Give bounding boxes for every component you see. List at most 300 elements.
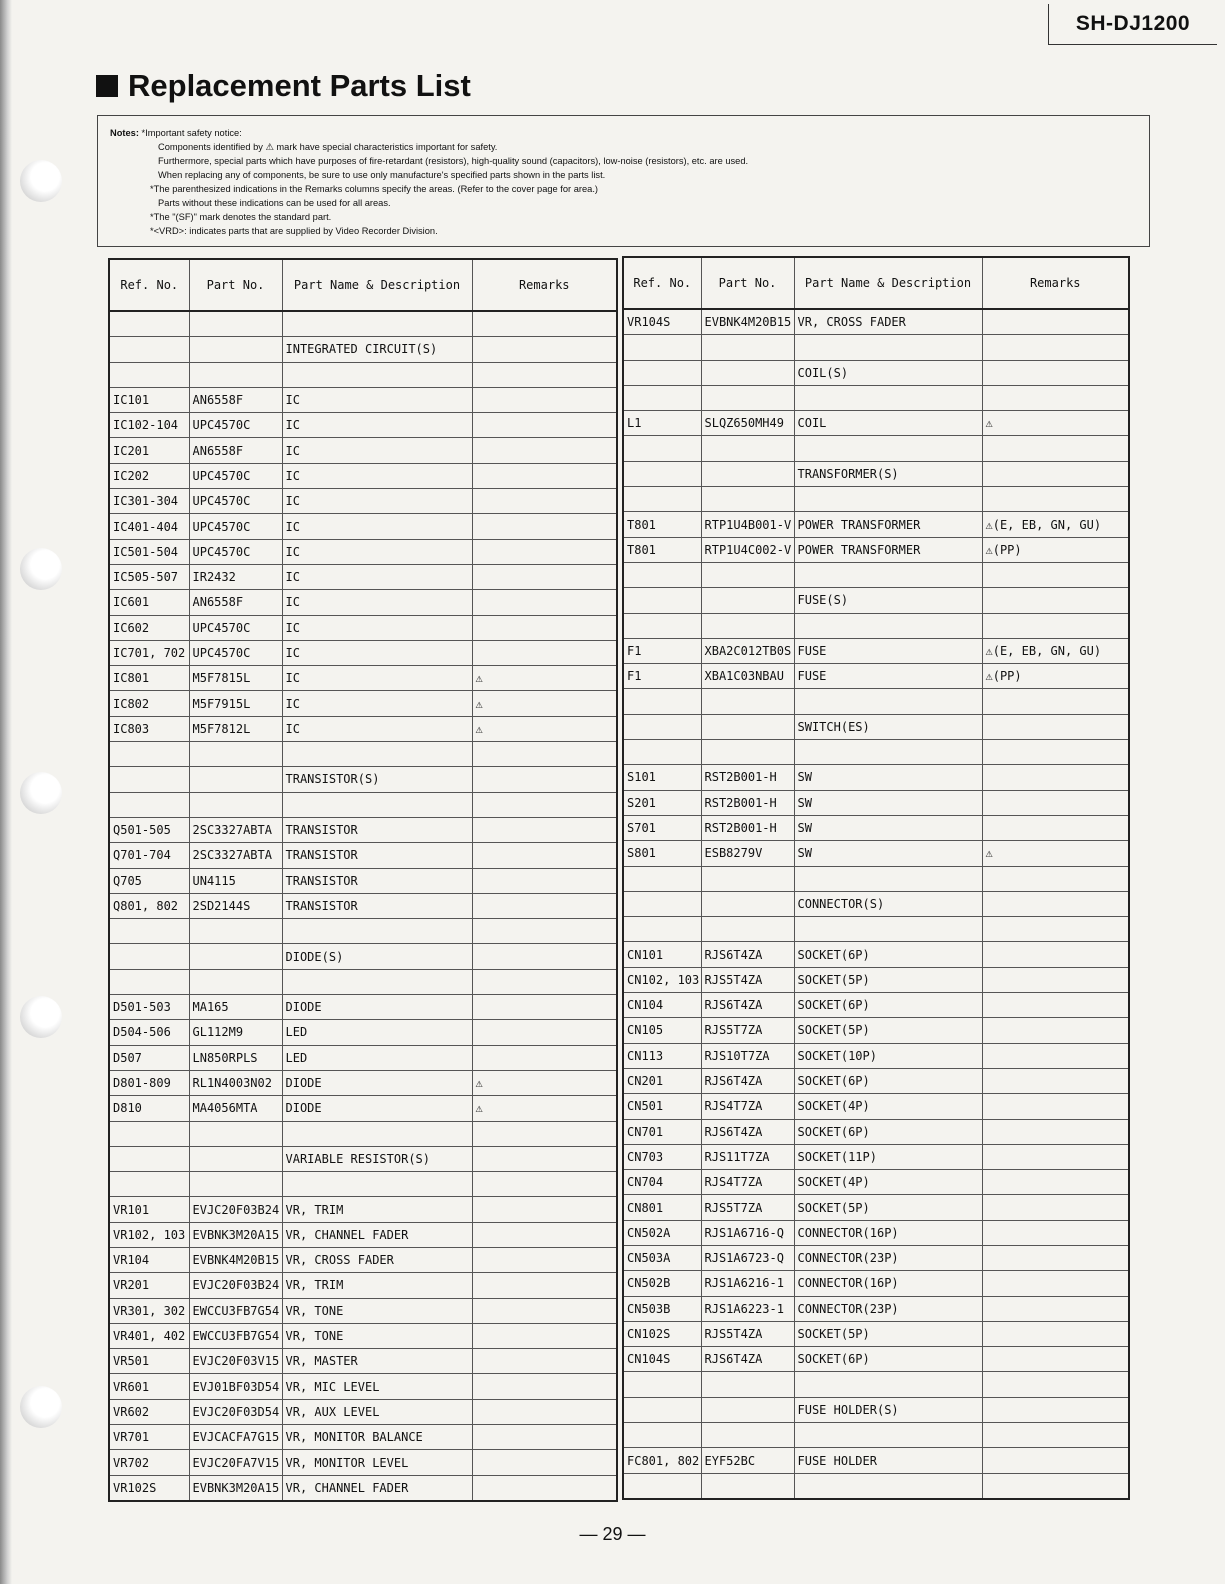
table-row: [623, 613, 1129, 638]
cell-ref-no: IC505-507: [109, 564, 189, 589]
cell-part-no: RJS1A6716-Q: [701, 1220, 794, 1245]
cell-ref-no: IC803: [109, 716, 189, 741]
cell-remarks: [982, 714, 1129, 739]
cell-remarks: [982, 1119, 1129, 1144]
cell-remarks: [982, 1347, 1129, 1372]
table-row: [623, 1473, 1129, 1499]
table-row: [109, 1096, 617, 1121]
cell-remarks: [472, 337, 617, 362]
cell-remarks: [472, 1222, 617, 1247]
notes-box: [97, 115, 1150, 247]
cell-ref-no: [109, 767, 189, 792]
cell-ref-no: IC601: [109, 590, 189, 615]
cell-part-no: [701, 891, 794, 916]
cell-part-no: RJS11T7ZA: [701, 1144, 794, 1169]
cell-description: CONNECTOR(23P): [794, 1296, 982, 1321]
cell-ref-no: CN502A: [623, 1220, 701, 1245]
table-row: [623, 1423, 1129, 1448]
cell-description: [282, 1121, 472, 1146]
table-row: [109, 514, 617, 539]
table-row: [623, 335, 1129, 360]
cell-part-no: EVBNK4M20B15: [189, 1247, 282, 1272]
cell-ref-no: VR101: [109, 1197, 189, 1222]
cell-part-no: RJS6T4ZA: [701, 1119, 794, 1144]
cell-remarks: [472, 514, 617, 539]
cell-ref-no: [623, 1397, 701, 1422]
cell-ref-no: [109, 337, 189, 362]
cell-part-no: [701, 487, 794, 512]
cell-ref-no: S701: [623, 815, 701, 840]
header-remarks: Remarks: [472, 259, 617, 311]
table-row: [109, 919, 617, 944]
cell-description: [794, 866, 982, 891]
cell-part-no: [701, 1423, 794, 1448]
table-row: [109, 792, 617, 817]
cell-description: VR, MONITOR LEVEL: [282, 1450, 472, 1475]
parts-table-left: [108, 258, 618, 1502]
cell-remarks: [472, 1045, 617, 1070]
cell-part-no: [701, 740, 794, 765]
cell-ref-no: Q501-505: [109, 817, 189, 842]
cell-part-no: EVJC20F03B24: [189, 1197, 282, 1222]
cell-remarks: [982, 1372, 1129, 1397]
header-ref-no: Ref. No.: [109, 259, 189, 311]
table-row: [109, 1298, 617, 1323]
page-title: [96, 68, 471, 104]
cell-ref-no: VR102, 103: [109, 1222, 189, 1247]
page-number: — 29 —: [579, 1524, 646, 1544]
cell-remarks: ⚠: [472, 691, 617, 716]
cell-ref-no: [623, 891, 701, 916]
table-row: [109, 564, 617, 589]
cell-ref-no: IC102-104: [109, 413, 189, 438]
cell-description: [794, 1423, 982, 1448]
table-row: [623, 1397, 1129, 1422]
cell-remarks: [982, 1296, 1129, 1321]
cell-description: VR, TONE: [282, 1298, 472, 1323]
cell-description: SOCKET(5P): [794, 967, 982, 992]
cell-part-no: RTP1U4B001-V: [701, 512, 794, 537]
cell-part-no: EVJC20F03B24: [189, 1273, 282, 1298]
cell-part-no: RTP1U4C002-V: [701, 537, 794, 562]
cell-ref-no: VR601: [109, 1374, 189, 1399]
cell-part-no: [189, 792, 282, 817]
cell-description: SOCKET(5P): [794, 1195, 982, 1220]
table-row: [109, 716, 617, 741]
cell-part-no: [701, 588, 794, 613]
cell-part-no: EVJC20F03V15: [189, 1349, 282, 1374]
cell-part-no: MA165: [189, 995, 282, 1020]
cell-remarks: [982, 613, 1129, 638]
header-description: Part Name & Description: [794, 257, 982, 309]
table-row: [623, 841, 1129, 866]
cell-description: IC: [282, 640, 472, 665]
table-row: [109, 489, 617, 514]
cell-part-no: [189, 969, 282, 994]
table-row: [109, 1020, 617, 1045]
table-row: [623, 1068, 1129, 1093]
cell-ref-no: VR102S: [109, 1475, 189, 1501]
table-row: [623, 1372, 1129, 1397]
cell-part-no: EVJC20FA7V15: [189, 1450, 282, 1475]
cell-description: [794, 562, 982, 587]
table-row: [109, 969, 617, 994]
table-row: [109, 1450, 617, 1475]
cell-description: [282, 362, 472, 387]
cell-description: TRANSISTOR: [282, 868, 472, 893]
cell-ref-no: [623, 436, 701, 461]
cell-description: VR, AUX LEVEL: [282, 1399, 472, 1424]
cell-ref-no: [109, 1121, 189, 1146]
header-remarks: Remarks: [982, 257, 1129, 309]
cell-description: SOCKET(11P): [794, 1144, 982, 1169]
notes-line: Components identified by ⚠ mark have special characteristics important for safety.: [158, 142, 498, 152]
cell-remarks: [472, 969, 617, 994]
table-row: [623, 385, 1129, 410]
table-row: [109, 311, 617, 337]
cell-ref-no: [623, 562, 701, 587]
cell-ref-no: IC701, 702: [109, 640, 189, 665]
cell-part-no: RJS5T4ZA: [701, 1321, 794, 1346]
cell-part-no: AN6558F: [189, 590, 282, 615]
cell-remarks: [982, 740, 1129, 765]
table-row: [623, 638, 1129, 663]
table-row: [109, 767, 617, 792]
cell-remarks: ⚠(E, EB, GN, GU): [982, 638, 1129, 663]
cell-description: VARIABLE RESISTOR(S): [282, 1146, 472, 1171]
cell-part-no: RST2B001-H: [701, 765, 794, 790]
table-row: [623, 815, 1129, 840]
cell-description: SOCKET(4P): [794, 1170, 982, 1195]
cell-description: SOCKET(6P): [794, 942, 982, 967]
table-row: [109, 843, 617, 868]
cell-description: DIODE: [282, 1096, 472, 1121]
cell-remarks: [982, 562, 1129, 587]
cell-description: IC: [282, 413, 472, 438]
cell-part-no: UPC4570C: [189, 514, 282, 539]
cell-description: VR, CROSS FADER: [282, 1247, 472, 1272]
cell-ref-no: CN503A: [623, 1245, 701, 1270]
cell-part-no: [189, 742, 282, 767]
cell-part-no: [701, 335, 794, 360]
cell-ref-no: [623, 917, 701, 942]
cell-remarks: ⚠: [982, 411, 1129, 436]
table-row: [109, 1197, 617, 1222]
table-row: [623, 790, 1129, 815]
cell-ref-no: [109, 919, 189, 944]
cell-remarks: [472, 1425, 617, 1450]
cell-remarks: [472, 1374, 617, 1399]
cell-part-no: EVBNK3M20A15: [189, 1222, 282, 1247]
cell-ref-no: D507: [109, 1045, 189, 1070]
cell-ref-no: IC301-304: [109, 489, 189, 514]
table-row: [623, 1170, 1129, 1195]
notes-line: Furthermore, special parts which have purposes of fire-retardant (resistors), high-quality sound (capacitors), low-noise (resistors), etc. are used.: [158, 156, 749, 166]
cell-remarks: [982, 1271, 1129, 1296]
cell-part-no: [701, 562, 794, 587]
cell-remarks: [472, 817, 617, 842]
cell-part-no: MA4056MTA: [189, 1096, 282, 1121]
table-row: [109, 1374, 617, 1399]
cell-remarks: [982, 1018, 1129, 1043]
cell-description: [794, 917, 982, 942]
table-row: [109, 1399, 617, 1424]
cell-part-no: 2SC3327ABTA: [189, 843, 282, 868]
cell-description: COIL(S): [794, 360, 982, 385]
cell-description: FUSE: [794, 638, 982, 663]
cell-part-no: [701, 1473, 794, 1499]
cell-remarks: [982, 335, 1129, 360]
cell-part-no: IR2432: [189, 564, 282, 589]
cell-description: [794, 385, 982, 410]
cell-ref-no: S201: [623, 790, 701, 815]
cell-part-no: ESB8279V: [701, 841, 794, 866]
cell-ref-no: VR401, 402: [109, 1323, 189, 1348]
cell-description: IC: [282, 716, 472, 741]
table-row: [109, 1070, 617, 1095]
cell-part-no: [189, 1121, 282, 1146]
cell-part-no: RJS1A6216-1: [701, 1271, 794, 1296]
table-row: [623, 866, 1129, 891]
page-title-text: Replacement Parts List: [128, 68, 471, 103]
table-row: [623, 1195, 1129, 1220]
cell-remarks: ⚠: [472, 666, 617, 691]
cell-ref-no: F1: [623, 638, 701, 663]
cell-part-no: EWCCU3FB7G54: [189, 1323, 282, 1348]
cell-description: POWER TRANSFORMER: [794, 512, 982, 537]
table-row: [623, 1094, 1129, 1119]
header-part-no: Part No.: [701, 257, 794, 309]
cell-description: [282, 969, 472, 994]
cell-remarks: [982, 309, 1129, 335]
cell-description: DIODE(S): [282, 944, 472, 969]
title-bullet: [96, 75, 118, 97]
cell-remarks: [472, 893, 617, 918]
cell-remarks: [982, 1321, 1129, 1346]
cell-description: VR, CROSS FADER: [794, 309, 982, 335]
cell-part-no: [701, 385, 794, 410]
cell-description: CONNECTOR(23P): [794, 1245, 982, 1270]
cell-description: IC: [282, 615, 472, 640]
cell-ref-no: IC202: [109, 463, 189, 488]
cell-part-no: UPC4570C: [189, 413, 282, 438]
table-row: [109, 1146, 617, 1171]
table-row: [109, 1273, 617, 1298]
header-description: Part Name & Description: [282, 259, 472, 311]
cell-description: INTEGRATED CIRCUIT(S): [282, 337, 472, 362]
cell-remarks: [472, 742, 617, 767]
cell-remarks: [472, 1121, 617, 1146]
cell-ref-no: CN105: [623, 1018, 701, 1043]
cell-description: SOCKET(6P): [794, 1119, 982, 1144]
table-row: [623, 411, 1129, 436]
cell-part-no: GL112M9: [189, 1020, 282, 1045]
table-row: [623, 1296, 1129, 1321]
cell-part-no: RJS5T7ZA: [701, 1195, 794, 1220]
cell-part-no: 2SC3327ABTA: [189, 817, 282, 842]
cell-remarks: [982, 917, 1129, 942]
table-row: [109, 539, 617, 564]
cell-ref-no: IC602: [109, 615, 189, 640]
cell-remarks: [472, 413, 617, 438]
cell-part-no: RST2B001-H: [701, 815, 794, 840]
table-row: [623, 1144, 1129, 1169]
cell-remarks: [982, 815, 1129, 840]
table-row: [623, 1321, 1129, 1346]
cell-remarks: [982, 1448, 1129, 1473]
cell-description: CONNECTOR(16P): [794, 1220, 982, 1245]
cell-ref-no: CN502B: [623, 1271, 701, 1296]
binder-edge: [0, 0, 12, 1584]
cell-description: VR, CHANNEL FADER: [282, 1222, 472, 1247]
table-row: [623, 1271, 1129, 1296]
table-row: [623, 588, 1129, 613]
cell-part-no: [189, 311, 282, 337]
cell-part-no: UPC4570C: [189, 489, 282, 514]
cell-ref-no: VR702: [109, 1450, 189, 1475]
cell-ref-no: [623, 740, 701, 765]
cell-ref-no: IC802: [109, 691, 189, 716]
cell-ref-no: Q705: [109, 868, 189, 893]
cell-ref-no: CN101: [623, 942, 701, 967]
table-row: [623, 436, 1129, 461]
cell-description: IC: [282, 489, 472, 514]
cell-remarks: [982, 385, 1129, 410]
notes-line: *Important safety notice:: [141, 128, 242, 138]
cell-remarks: [982, 689, 1129, 714]
cell-ref-no: CN801: [623, 1195, 701, 1220]
cell-description: SW: [794, 765, 982, 790]
cell-remarks: [472, 311, 617, 337]
cell-ref-no: [109, 362, 189, 387]
table-row: [623, 461, 1129, 486]
table-row: [109, 1247, 617, 1272]
cell-part-no: 2SD2144S: [189, 893, 282, 918]
cell-part-no: RJS5T7ZA: [701, 1018, 794, 1043]
cell-ref-no: [623, 689, 701, 714]
cell-part-no: RJS6T4ZA: [701, 1068, 794, 1093]
table-row: [109, 590, 617, 615]
cell-remarks: [982, 1423, 1129, 1448]
cell-description: VR, MONITOR BALANCE: [282, 1425, 472, 1450]
table-row: [623, 1220, 1129, 1245]
header-part-no: Part No.: [189, 259, 282, 311]
punch-hole: [20, 772, 62, 814]
cell-remarks: [472, 767, 617, 792]
cell-ref-no: CN701: [623, 1119, 701, 1144]
table-row: [109, 868, 617, 893]
table-row: [623, 740, 1129, 765]
cell-remarks: [472, 868, 617, 893]
table-row: [109, 1425, 617, 1450]
cell-part-no: RJS6T4ZA: [701, 993, 794, 1018]
cell-remarks: [472, 463, 617, 488]
table-row: [109, 640, 617, 665]
cell-remarks: [472, 590, 617, 615]
cell-ref-no: IC201: [109, 438, 189, 463]
cell-ref-no: CN704: [623, 1170, 701, 1195]
punch-hole: [20, 996, 62, 1038]
cell-description: SOCKET(6P): [794, 1347, 982, 1372]
cell-description: IC: [282, 387, 472, 412]
table-row: [623, 512, 1129, 537]
cell-description: LED: [282, 1020, 472, 1045]
cell-description: SOCKET(5P): [794, 1018, 982, 1043]
cell-remarks: [472, 489, 617, 514]
cell-part-no: RJS4T7ZA: [701, 1094, 794, 1119]
punch-hole: [20, 160, 62, 202]
cell-ref-no: VR104: [109, 1247, 189, 1272]
cell-ref-no: CN503B: [623, 1296, 701, 1321]
cell-ref-no: [623, 714, 701, 739]
cell-description: VR, TONE: [282, 1323, 472, 1348]
cell-description: IC: [282, 514, 472, 539]
cell-description: IC: [282, 691, 472, 716]
cell-ref-no: [623, 385, 701, 410]
cell-description: FUSE HOLDER: [794, 1448, 982, 1473]
cell-ref-no: [109, 792, 189, 817]
cell-description: [794, 335, 982, 360]
cell-ref-no: [623, 1372, 701, 1397]
cell-ref-no: T801: [623, 512, 701, 537]
cell-remarks: ⚠(E, EB, GN, GU): [982, 512, 1129, 537]
cell-part-no: UPC4570C: [189, 640, 282, 665]
cell-part-no: [701, 613, 794, 638]
table-row: [623, 1347, 1129, 1372]
table-row: [623, 309, 1129, 335]
cell-ref-no: [109, 1172, 189, 1197]
cell-part-no: EVJC20F03D54: [189, 1399, 282, 1424]
cell-description: [282, 311, 472, 337]
cell-ref-no: VR501: [109, 1349, 189, 1374]
cell-description: [794, 487, 982, 512]
cell-part-no: [189, 1146, 282, 1171]
table-row: [623, 917, 1129, 942]
cell-remarks: [472, 1146, 617, 1171]
cell-description: IC: [282, 463, 472, 488]
table-row: [109, 387, 617, 412]
cell-part-no: [701, 714, 794, 739]
cell-description: [282, 1172, 472, 1197]
cell-ref-no: CN104S: [623, 1347, 701, 1372]
cell-ref-no: D504-506: [109, 1020, 189, 1045]
notes-line: *The parenthesized indications in the Remarks columns specify the areas. (Refer to the cover page for area.): [150, 184, 599, 194]
table-row: [623, 664, 1129, 689]
table-row: [109, 817, 617, 842]
cell-ref-no: IC801: [109, 666, 189, 691]
table-row: [623, 765, 1129, 790]
cell-description: CONNECTOR(16P): [794, 1271, 982, 1296]
table-row: [623, 1245, 1129, 1270]
cell-description: [794, 689, 982, 714]
cell-description: [794, 740, 982, 765]
cell-remarks: [472, 615, 617, 640]
cell-description: TRANSFORMER(S): [794, 461, 982, 486]
cell-description: VR, MIC LEVEL: [282, 1374, 472, 1399]
cell-part-no: EVJ01BF03D54: [189, 1374, 282, 1399]
cell-part-no: RST2B001-H: [701, 790, 794, 815]
table-row: [623, 689, 1129, 714]
table-row: [109, 995, 617, 1020]
cell-ref-no: CN102, 103: [623, 967, 701, 992]
cell-part-no: RJS4T7ZA: [701, 1170, 794, 1195]
cell-remarks: [982, 942, 1129, 967]
cell-description: TRANSISTOR: [282, 893, 472, 918]
cell-ref-no: [623, 487, 701, 512]
punch-hole: [20, 548, 62, 590]
table-row: [623, 714, 1129, 739]
cell-ref-no: Q701-704: [109, 843, 189, 868]
